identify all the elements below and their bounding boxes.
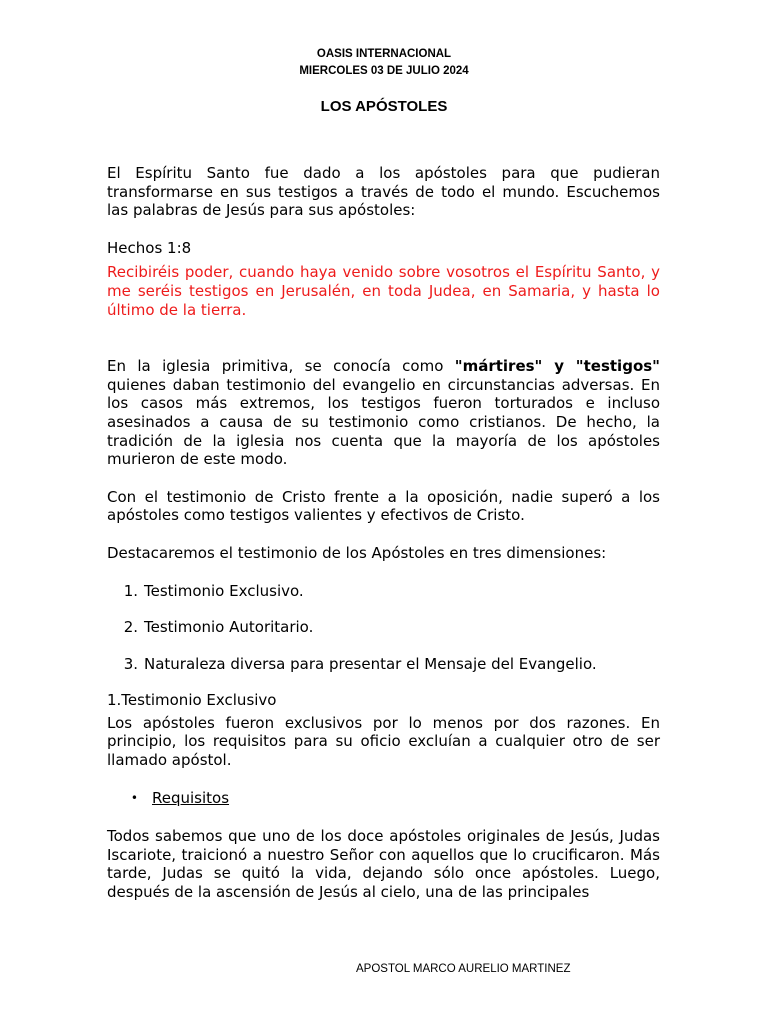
verse-reference: Hechos 1:8 — [107, 238, 192, 257]
list-item-number: 2. — [123, 618, 138, 637]
dimensions-intro: Destacaremos el testimonio de los Apóstoles en tres dimensiones: — [107, 543, 607, 562]
list-item — [107, 618, 660, 637]
dimensions-list — [107, 582, 660, 674]
section-heading: 1.Testimonio Exclusivo — [107, 691, 277, 710]
martyrs-bold-phrase: "mártires" y "testigos" — [454, 357, 660, 376]
list-item — [107, 582, 660, 601]
document-body — [107, 164, 660, 902]
bullet-icon: • — [130, 790, 138, 805]
document-date: MIERCOLES 03 DE JULIO 2024 — [299, 65, 469, 77]
organization-name: OASIS INTERNACIONAL — [316, 48, 452, 60]
list-item-number: 1. — [123, 581, 138, 600]
requirements-label: Requisitos — [152, 788, 230, 807]
list-item-text: Naturaleza diversa para presentar el Mensaje del Evangelio. — [144, 654, 597, 673]
martyrs-text-before: En la iglesia primitiva, se conocía como — [107, 357, 455, 376]
intro-paragraph: El Espíritu Santo fue dado a los apóstoles para que pudieran transformarse en sus testigos a través de todo el mundo. Escuchemos las palabras de Jesús para sus apóstoles: — [107, 164, 660, 220]
list-item-number: 3. — [123, 654, 138, 673]
martyrs-paragraph — [107, 357, 660, 469]
list-item-text: Testimonio Exclusivo. — [144, 581, 304, 600]
opposition-paragraph: Con el testimonio de Cristo frente a la oposición, nadie superó a los apóstoles como testigos valientes y efectivos de Cristo. — [107, 487, 660, 525]
exclusive-paragraph: Los apóstoles fueron exclusivos por lo menos por dos razones. En principio, los requisitos para su oficio excluían a cualquier otro de ser llamado apóstol. — [107, 713, 660, 770]
verse-quote: Recibiréis poder, cuando haya venido sobre vosotros el Espíritu Santo, y me seréis testigos en Jerusalén, en toda Judea, en Samaria, y hasta lo último de la tierra. — [107, 263, 660, 319]
martyrs-text-after: quienes daban testimonio del evangelio en circunstancias adversas. En los casos más extremos, los testigos fueron torturados e incluso asesinados a causa de su testimonio como cristianos. De hecho, la tradición de la iglesia nos cuenta que la mayoría de los apóstoles murieron de este modo. — [107, 375, 660, 469]
document-header — [0, 46, 768, 80]
judas-paragraph: Todos sabemos que uno de los doce apóstoles originales de Jesús, Judas Iscariote, traicionó a nuestro Señor con aquellos que lo crucificaron. Más tarde, Judas se quitó la vida, dejando sólo once apóstoles. Luego, después de la ascensión de Jesús al cielo, una de las principales — [107, 827, 660, 902]
document-title: LOS APÓSTOLES — [320, 98, 448, 115]
document-footer: APOSTOL MARCO AURELIO MARTINEZ — [356, 963, 571, 975]
list-item — [107, 655, 660, 674]
requirements-bullet — [107, 789, 660, 809]
list-item-text: Testimonio Autoritario. — [144, 618, 314, 637]
